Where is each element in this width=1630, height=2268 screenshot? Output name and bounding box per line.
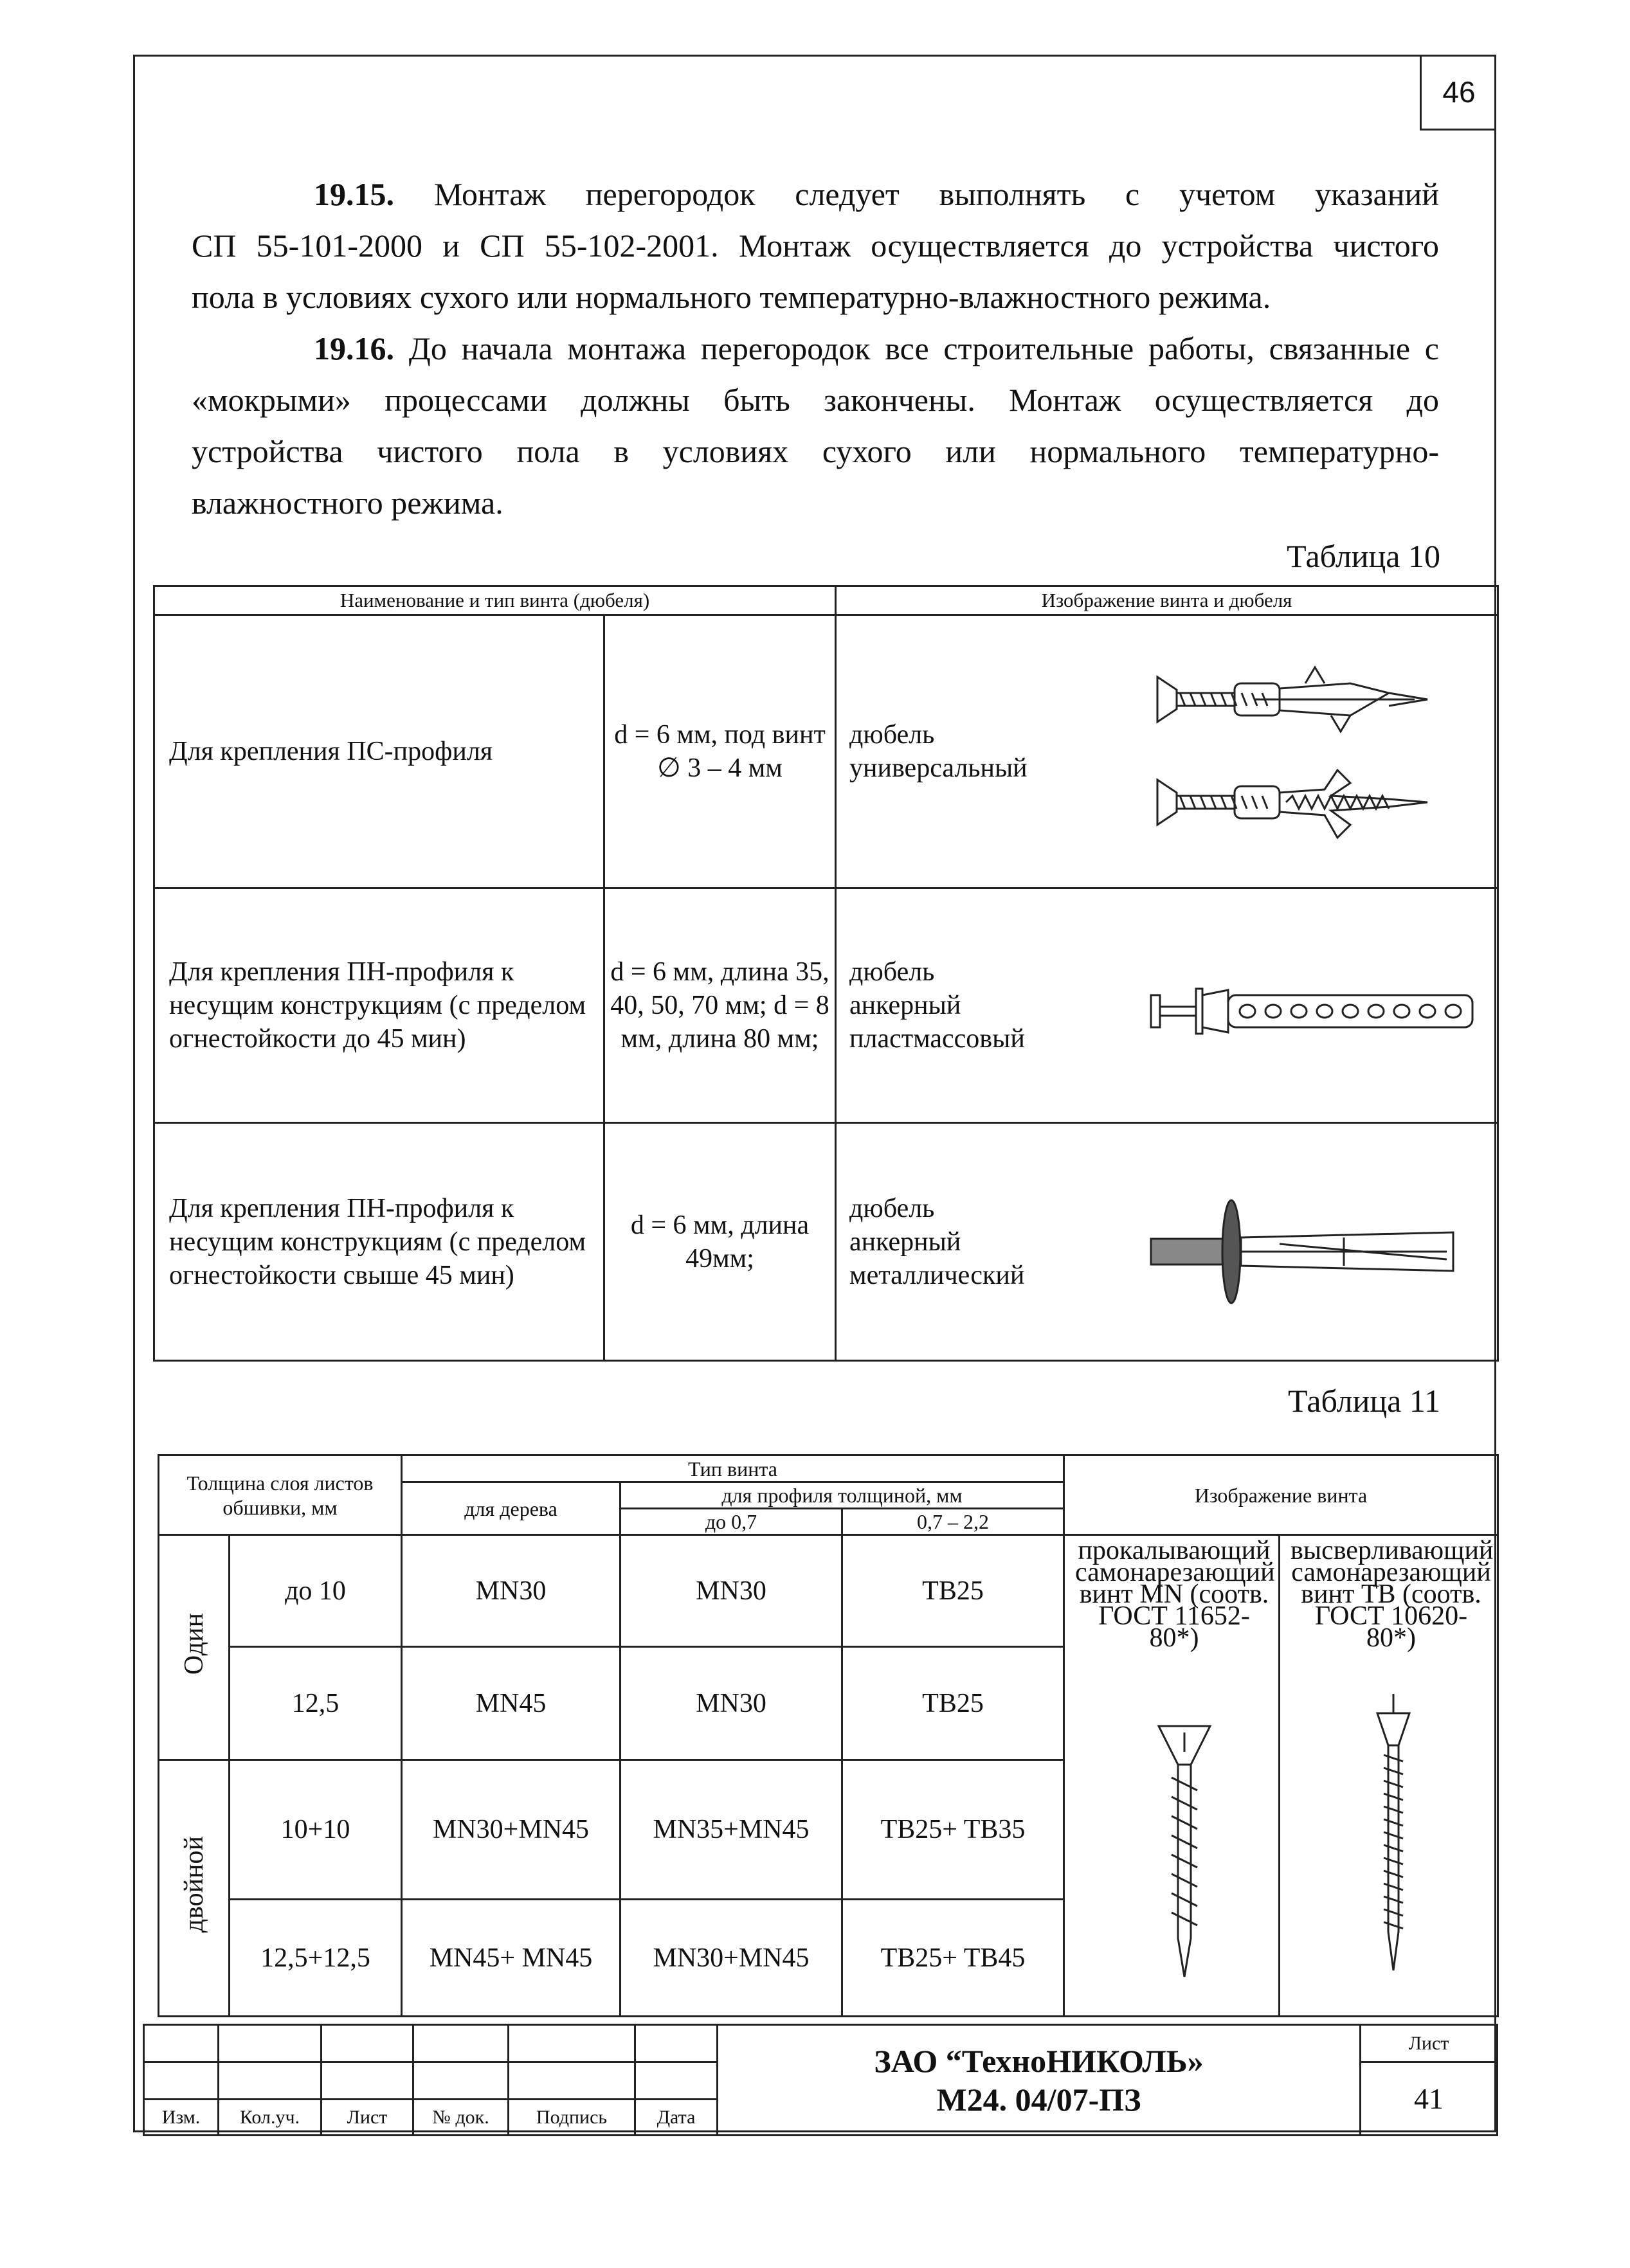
clause-number: 19.15. bbox=[314, 176, 394, 212]
tb-screw-description: высверливающий самонарезающий винт TB (соотв. ГОСТ 10620-80*) bbox=[1290, 1536, 1494, 1653]
col-list: Лист bbox=[321, 2100, 413, 2136]
table10-header-image: Изображение винта и дюбеля bbox=[836, 586, 1498, 615]
col-n-dok: № док. bbox=[413, 2100, 509, 2136]
fastener-size: d = 6 мм, длина 35, 40, 50, 70 мм; d = 8 мм, длина 80 мм; bbox=[604, 888, 836, 1123]
group-double: двойной bbox=[159, 1760, 230, 2017]
sheet-label: Лист bbox=[1361, 2025, 1498, 2062]
profile-thick-cell: TB25 bbox=[842, 1647, 1064, 1760]
para-line: влажностного режима. bbox=[192, 485, 503, 521]
para-line: СП 55-101-2000 и СП 55-102-2001. Монтаж осуществляется до устройства чистого bbox=[192, 228, 1439, 264]
universal-dowel-image bbox=[1042, 615, 1498, 888]
wood-screw-cell: MN45+ MN45 bbox=[402, 1900, 620, 2017]
col-kol-uch: Кол.уч. bbox=[219, 2100, 321, 2136]
col-data: Дата bbox=[635, 2100, 718, 2136]
tb-screw-icon bbox=[1290, 1688, 1483, 1983]
universal-dowel-icon bbox=[1042, 626, 1492, 870]
title-block bbox=[143, 2024, 1498, 2136]
mn-screw-description: прокалывающий самонарезающий винт MN (соотв. ГОСТ 11652-80*) bbox=[1075, 1536, 1275, 1653]
profile-thick-cell: TB25 bbox=[842, 1535, 1064, 1647]
table10-header-name: Наименование и тип винта (дюбеля) bbox=[154, 586, 836, 615]
metal-anchor-dowel-icon bbox=[1042, 1167, 1492, 1308]
fastener-type: дюбель анкерный металлический bbox=[836, 1123, 1042, 1361]
document-title bbox=[718, 2025, 1361, 2136]
header-profile-thin: до 0,7 bbox=[620, 1509, 842, 1535]
para-line: 19.16. До начала монтажа перегородок все строительные работы, связанные с bbox=[314, 330, 1439, 366]
company-name: ЗАО “ТехноНИКОЛЬ» bbox=[874, 2042, 1204, 2079]
col-izm: Изм. bbox=[144, 2100, 219, 2136]
table-row bbox=[154, 888, 1498, 1123]
document-code: М24. 04/07-ПЗ bbox=[936, 2081, 1141, 2118]
col-podpis: Подпись bbox=[509, 2100, 635, 2136]
wood-screw-cell: MN30+MN45 bbox=[402, 1760, 620, 1900]
profile-thin-cell: MN30 bbox=[620, 1535, 842, 1647]
fastener-type: дюбель анкерный пластмассовый bbox=[836, 888, 1042, 1123]
profile-thin-cell: MN30 bbox=[620, 1647, 842, 1760]
table11-caption: Таблица 11 bbox=[1288, 1383, 1440, 1419]
thickness-cell: 12,5 bbox=[230, 1647, 402, 1760]
fastener-name: Для крепления ПС-профиля bbox=[154, 615, 604, 888]
sheet-number: 41 bbox=[1361, 2062, 1498, 2136]
fastener-name: Для крепления ПН-профиля к несущим конструкциям (с пределом огнестойкости до 45 мин) bbox=[154, 888, 604, 1123]
header-profile-thick: 0,7 – 2,2 bbox=[842, 1509, 1064, 1535]
plastic-anchor-dowel-icon bbox=[1042, 937, 1492, 1066]
thickness-cell: 10+10 bbox=[230, 1760, 402, 1900]
page-number: 46 bbox=[1420, 55, 1496, 130]
profile-thick-cell: TB25+ TB45 bbox=[842, 1900, 1064, 2017]
mn-screw-icon bbox=[1075, 1720, 1268, 2015]
table-row bbox=[154, 615, 1498, 888]
wood-screw-cell: MN30 bbox=[402, 1535, 620, 1647]
para-line: «мокрыми» процессами должны быть закончены. Монтаж осуществляется до bbox=[192, 382, 1439, 418]
group-single: Один bbox=[159, 1535, 230, 1760]
mn-screw-cell bbox=[1064, 1535, 1280, 2017]
tb-screw-cell bbox=[1280, 1535, 1498, 2017]
para-line: 19.15. Монтаж перегородок следует выполнять с учетом указаний bbox=[314, 176, 1440, 212]
plastic-anchor-dowel-image bbox=[1042, 888, 1498, 1123]
para-line: пола в условиях сухого или нормального температурно-влажностного режима. bbox=[192, 279, 1271, 315]
header-thickness: Толщина слоя листов обшивки, мм bbox=[159, 1455, 402, 1535]
wood-screw-cell: MN45 bbox=[402, 1647, 620, 1760]
clause-number: 19.16. bbox=[314, 330, 394, 366]
profile-thin-cell: MN35+MN45 bbox=[620, 1760, 842, 1900]
thickness-cell: до 10 bbox=[230, 1535, 402, 1647]
table10-caption: Таблица 10 bbox=[1287, 538, 1440, 574]
header-screw-type: Тип винта bbox=[402, 1455, 1064, 1482]
table11 bbox=[158, 1454, 1499, 2017]
paragraph-19-16 bbox=[192, 323, 1439, 528]
thickness-cell: 12,5+12,5 bbox=[230, 1900, 402, 2017]
fastener-size: d = 6 мм, под винт ∅ 3 – 4 мм bbox=[604, 615, 836, 888]
header-image: Изображение винта bbox=[1064, 1455, 1498, 1535]
profile-thick-cell: TB25+ TB35 bbox=[842, 1760, 1064, 1900]
fastener-name: Для крепления ПН-профиля к несущим конструкциям (с пределом огнестойкости свыше 45 мин) bbox=[154, 1123, 604, 1361]
table-row bbox=[154, 1123, 1498, 1361]
header-wood: для дерева bbox=[402, 1482, 620, 1535]
table-row bbox=[159, 1535, 1498, 1647]
metal-anchor-dowel-image bbox=[1042, 1123, 1498, 1361]
fastener-type: дюбель универсальный bbox=[836, 615, 1042, 888]
header-profile: для профиля толщиной, мм bbox=[620, 1482, 1064, 1509]
fastener-size: d = 6 мм, длина 49мм; bbox=[604, 1123, 836, 1361]
para-line: устройства чистого пола в условиях сухого или нормального температурно- bbox=[192, 433, 1439, 469]
paragraph-19-15 bbox=[192, 168, 1439, 323]
table10 bbox=[153, 585, 1499, 1362]
profile-thin-cell: MN30+MN45 bbox=[620, 1900, 842, 2017]
